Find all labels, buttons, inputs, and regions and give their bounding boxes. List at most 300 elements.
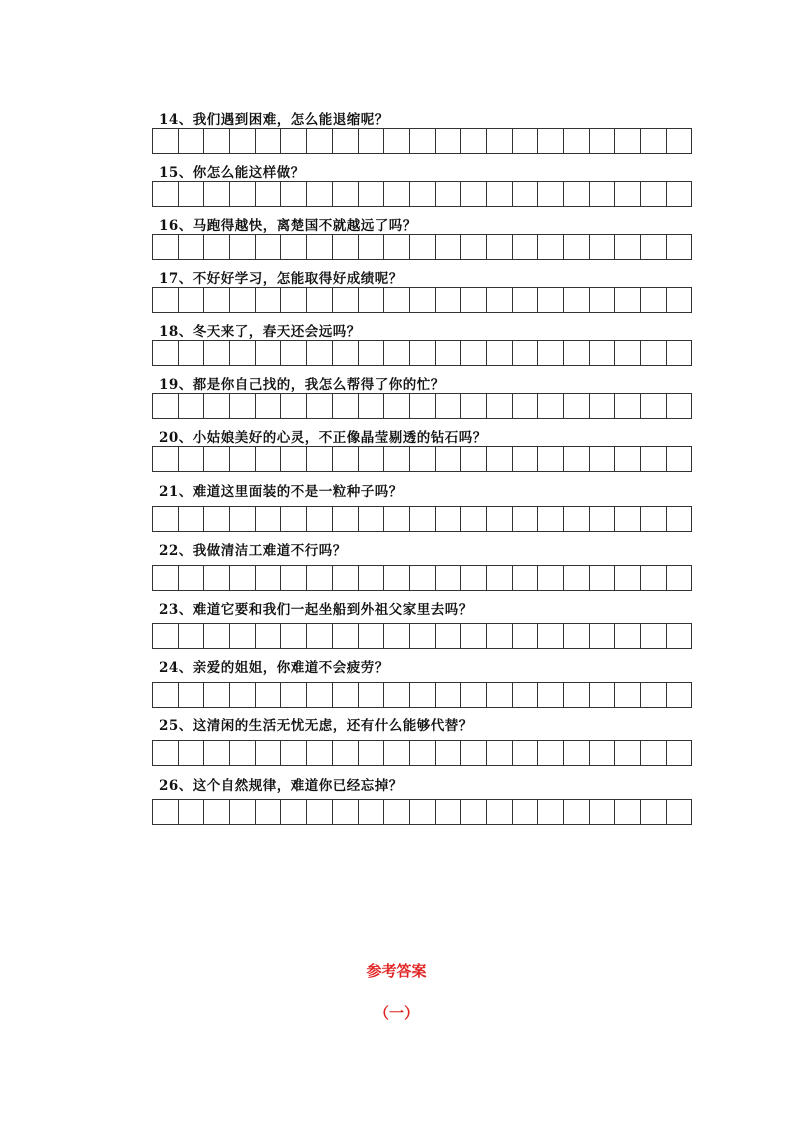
answer-cell[interactable] — [280, 340, 307, 366]
answer-cell[interactable] — [229, 128, 256, 154]
answer-cell[interactable] — [666, 682, 693, 708]
answer-grid — [152, 287, 691, 313]
answer-cell[interactable] — [409, 393, 436, 419]
answer-cell[interactable] — [486, 181, 513, 207]
answer-cell[interactable] — [280, 682, 307, 708]
answer-cell[interactable] — [512, 340, 539, 366]
answer-grid — [152, 799, 691, 825]
answer-cell[interactable] — [614, 799, 641, 825]
answer-cell[interactable] — [229, 393, 256, 419]
answer-cell[interactable] — [152, 128, 179, 154]
answer-cell[interactable] — [383, 340, 410, 366]
answer-cell[interactable] — [460, 393, 487, 419]
answer-cell[interactable] — [280, 740, 307, 766]
question-number: 24、 — [159, 660, 193, 676]
answer-cell[interactable] — [152, 393, 179, 419]
answer-cell[interactable] — [203, 506, 230, 532]
answer-cell[interactable] — [152, 506, 179, 532]
answer-cell[interactable] — [178, 234, 205, 260]
answer-cell[interactable] — [486, 340, 513, 366]
answer-cell[interactable] — [589, 446, 616, 472]
answer-cell[interactable] — [332, 799, 359, 825]
answer-cell[interactable] — [152, 623, 179, 649]
answer-cell[interactable] — [409, 799, 436, 825]
answer-cell[interactable] — [666, 623, 693, 649]
question-prompt — [159, 539, 347, 559]
answer-cell[interactable] — [178, 682, 205, 708]
answer-cell[interactable] — [589, 393, 616, 419]
answer-cell[interactable] — [306, 565, 333, 591]
answer-cell[interactable] — [280, 393, 307, 419]
answer-cell[interactable] — [589, 234, 616, 260]
answer-cell[interactable] — [409, 340, 436, 366]
answer-cell[interactable] — [486, 234, 513, 260]
answer-cell[interactable] — [306, 682, 333, 708]
question-number: 15、 — [159, 165, 193, 181]
answer-cell[interactable] — [332, 446, 359, 472]
answer-cell[interactable] — [589, 128, 616, 154]
answer-cell[interactable] — [589, 623, 616, 649]
answer-cell[interactable] — [435, 682, 462, 708]
answer-cell[interactable] — [383, 506, 410, 532]
answer-cell[interactable] — [203, 740, 230, 766]
answer-cell[interactable] — [537, 682, 564, 708]
answer-cell[interactable] — [563, 287, 590, 313]
answer-cell[interactable] — [306, 740, 333, 766]
question-prompt — [159, 161, 305, 181]
answer-cell[interactable] — [203, 393, 230, 419]
answer-cell[interactable] — [203, 181, 230, 207]
answer-cell[interactable] — [152, 446, 179, 472]
answer-cell[interactable] — [537, 128, 564, 154]
answer-cell[interactable] — [178, 181, 205, 207]
answer-cell[interactable] — [178, 623, 205, 649]
answer-cell[interactable] — [152, 340, 179, 366]
answer-cell[interactable] — [614, 446, 641, 472]
answer-cell[interactable] — [409, 128, 436, 154]
question-number: 19、 — [159, 377, 193, 393]
answer-cell[interactable] — [460, 623, 487, 649]
answer-cell[interactable] — [512, 393, 539, 419]
answer-cell[interactable] — [229, 623, 256, 649]
question-number: 17、 — [159, 271, 193, 287]
answer-cell[interactable] — [666, 340, 693, 366]
answer-cell[interactable] — [178, 565, 205, 591]
answer-cell[interactable] — [409, 287, 436, 313]
answer-cell[interactable] — [332, 340, 359, 366]
answer-cell[interactable] — [306, 128, 333, 154]
answer-cell[interactable] — [229, 799, 256, 825]
answer-cell[interactable] — [306, 340, 333, 366]
answer-cell[interactable] — [255, 506, 282, 532]
answer-cell[interactable] — [255, 799, 282, 825]
answer-cell[interactable] — [280, 446, 307, 472]
answer-cell[interactable] — [255, 623, 282, 649]
answer-cell[interactable] — [229, 682, 256, 708]
question-prompt — [159, 373, 445, 393]
answer-cell[interactable] — [435, 128, 462, 154]
answer-cell[interactable] — [435, 506, 462, 532]
answer-cell[interactable] — [563, 234, 590, 260]
answer-cell[interactable] — [255, 446, 282, 472]
answer-cell[interactable] — [589, 506, 616, 532]
answer-cell[interactable] — [460, 340, 487, 366]
question-prompt — [159, 214, 417, 234]
answer-cell[interactable] — [537, 565, 564, 591]
answer-cell[interactable] — [409, 740, 436, 766]
answer-cell[interactable] — [640, 623, 667, 649]
answer-cell[interactable] — [152, 565, 179, 591]
answer-cell[interactable] — [383, 740, 410, 766]
question-number: 16、 — [159, 218, 193, 234]
answer-cell[interactable] — [435, 623, 462, 649]
answer-cell[interactable] — [563, 740, 590, 766]
answer-cell[interactable] — [383, 623, 410, 649]
answer-cell[interactable] — [512, 181, 539, 207]
answer-cell[interactable] — [512, 234, 539, 260]
answer-cell[interactable] — [486, 740, 513, 766]
answer-cell[interactable] — [306, 799, 333, 825]
answer-cell[interactable] — [332, 565, 359, 591]
answer-cell[interactable] — [614, 234, 641, 260]
answer-cell[interactable] — [537, 506, 564, 532]
question-text: 不好好学习，怎能取得好成绩呢？ — [192, 271, 403, 287]
answer-cell[interactable] — [203, 128, 230, 154]
answer-cell[interactable] — [358, 565, 385, 591]
answer-cell[interactable] — [203, 565, 230, 591]
answer-cell[interactable] — [280, 799, 307, 825]
answer-cell[interactable] — [614, 128, 641, 154]
answer-cell[interactable] — [203, 682, 230, 708]
answer-cell[interactable] — [152, 181, 179, 207]
answer-cell[interactable] — [640, 181, 667, 207]
answer-cell[interactable] — [409, 181, 436, 207]
answer-cell[interactable] — [460, 234, 487, 260]
answer-cell[interactable] — [589, 340, 616, 366]
answer-cell[interactable] — [255, 740, 282, 766]
answer-cell[interactable] — [358, 234, 385, 260]
answer-cell[interactable] — [460, 128, 487, 154]
answer-cell[interactable] — [358, 181, 385, 207]
answer-cell[interactable] — [229, 287, 256, 313]
answer-cell[interactable] — [152, 740, 179, 766]
answer-cell[interactable] — [383, 128, 410, 154]
question-prompt — [159, 426, 487, 446]
answer-cell[interactable] — [512, 799, 539, 825]
answer-cell[interactable] — [563, 446, 590, 472]
answer-cell[interactable] — [306, 623, 333, 649]
answer-cell[interactable] — [640, 234, 667, 260]
answer-cell[interactable] — [614, 181, 641, 207]
answer-cell[interactable] — [409, 682, 436, 708]
answer-cell[interactable] — [486, 287, 513, 313]
answer-cell[interactable] — [537, 740, 564, 766]
answer-cell[interactable] — [435, 234, 462, 260]
answer-cell[interactable] — [512, 446, 539, 472]
answer-cell[interactable] — [332, 181, 359, 207]
answer-cell[interactable] — [537, 446, 564, 472]
answer-cell[interactable] — [229, 565, 256, 591]
answer-cell[interactable] — [563, 623, 590, 649]
answer-cell[interactable] — [435, 799, 462, 825]
answer-cell[interactable] — [306, 506, 333, 532]
answer-cell[interactable] — [537, 287, 564, 313]
answer-cell[interactable] — [563, 506, 590, 532]
answer-cell[interactable] — [229, 740, 256, 766]
answer-cell[interactable] — [512, 565, 539, 591]
answer-cell[interactable] — [383, 565, 410, 591]
answer-cell[interactable] — [332, 740, 359, 766]
answer-grid — [152, 623, 691, 649]
answer-cell[interactable] — [460, 287, 487, 313]
answer-cell[interactable] — [332, 623, 359, 649]
answer-cell[interactable] — [280, 506, 307, 532]
answer-cell[interactable] — [178, 393, 205, 419]
answer-cell[interactable] — [486, 623, 513, 649]
answer-cell[interactable] — [306, 234, 333, 260]
answer-cell[interactable] — [666, 181, 693, 207]
question-text: 难道这里面装的不是一粒种子吗？ — [192, 484, 403, 500]
answer-cell[interactable] — [409, 446, 436, 472]
answer-cell[interactable] — [178, 340, 205, 366]
answer-cell[interactable] — [512, 682, 539, 708]
answer-cell[interactable] — [383, 799, 410, 825]
answer-cell[interactable] — [460, 682, 487, 708]
answer-cell[interactable] — [306, 181, 333, 207]
answer-cell[interactable] — [640, 287, 667, 313]
answer-cell[interactable] — [332, 506, 359, 532]
answer-cell[interactable] — [589, 740, 616, 766]
answer-cell[interactable] — [358, 340, 385, 366]
answer-cell[interactable] — [666, 506, 693, 532]
question-number: 18、 — [159, 324, 193, 340]
answer-cell[interactable] — [255, 393, 282, 419]
answer-cell[interactable] — [563, 682, 590, 708]
answer-cell[interactable] — [383, 234, 410, 260]
answer-cell[interactable] — [486, 799, 513, 825]
answer-cell[interactable] — [358, 682, 385, 708]
answer-cell[interactable] — [640, 506, 667, 532]
answer-cell[interactable] — [640, 682, 667, 708]
answer-cell[interactable] — [666, 234, 693, 260]
answer-cell[interactable] — [358, 128, 385, 154]
answer-cell[interactable] — [280, 623, 307, 649]
answer-cell[interactable] — [640, 340, 667, 366]
answer-cell[interactable] — [229, 181, 256, 207]
answer-cell[interactable] — [280, 565, 307, 591]
answer-cell[interactable] — [178, 446, 205, 472]
answer-cell[interactable] — [255, 565, 282, 591]
answer-cell[interactable] — [460, 181, 487, 207]
answer-cell[interactable] — [152, 799, 179, 825]
answer-cell[interactable] — [486, 446, 513, 472]
answer-cell[interactable] — [666, 740, 693, 766]
answer-cell[interactable] — [280, 287, 307, 313]
answer-cell[interactable] — [537, 393, 564, 419]
answer-cell[interactable] — [614, 623, 641, 649]
answer-cell[interactable] — [332, 234, 359, 260]
answer-cell[interactable] — [306, 446, 333, 472]
answer-cell[interactable] — [203, 287, 230, 313]
answer-cell[interactable] — [203, 446, 230, 472]
answer-cell[interactable] — [255, 340, 282, 366]
answer-cell[interactable] — [383, 682, 410, 708]
answer-cell[interactable] — [435, 740, 462, 766]
answer-cell[interactable] — [229, 340, 256, 366]
answer-cell[interactable] — [486, 506, 513, 532]
answer-cell[interactable] — [486, 682, 513, 708]
answer-cell[interactable] — [409, 623, 436, 649]
answer-cell[interactable] — [537, 340, 564, 366]
answer-cell[interactable] — [435, 393, 462, 419]
answer-cell[interactable] — [203, 623, 230, 649]
answer-cell[interactable] — [614, 565, 641, 591]
answer-cell[interactable] — [666, 287, 693, 313]
answer-cell[interactable] — [589, 565, 616, 591]
answer-cell[interactable] — [152, 234, 179, 260]
answer-cell[interactable] — [358, 740, 385, 766]
answer-cell[interactable] — [460, 506, 487, 532]
answer-cell[interactable] — [358, 287, 385, 313]
answer-cell[interactable] — [358, 799, 385, 825]
answer-cell[interactable] — [280, 181, 307, 207]
answer-grid — [152, 393, 691, 419]
answer-cell[interactable] — [229, 234, 256, 260]
question-number: 25、 — [159, 718, 193, 734]
question-prompt — [159, 656, 389, 676]
answer-cell[interactable] — [614, 393, 641, 419]
answer-cell[interactable] — [255, 181, 282, 207]
answer-cell[interactable] — [435, 181, 462, 207]
answer-cell[interactable] — [460, 799, 487, 825]
answer-cell[interactable] — [563, 393, 590, 419]
answer-cell[interactable] — [614, 287, 641, 313]
answer-cell[interactable] — [358, 506, 385, 532]
answer-cell[interactable] — [512, 128, 539, 154]
answer-cell[interactable] — [383, 181, 410, 207]
answer-cell[interactable] — [203, 234, 230, 260]
answer-cell[interactable] — [640, 393, 667, 419]
answer-cell[interactable] — [537, 181, 564, 207]
answer-cell[interactable] — [409, 506, 436, 532]
answer-cell[interactable] — [563, 340, 590, 366]
answer-cell[interactable] — [512, 623, 539, 649]
answer-cell[interactable] — [666, 393, 693, 419]
answer-cell[interactable] — [640, 565, 667, 591]
answer-cell[interactable] — [383, 393, 410, 419]
answer-cell[interactable] — [332, 682, 359, 708]
answer-cell[interactable] — [486, 128, 513, 154]
question-text: 你怎么能这样做？ — [192, 165, 305, 181]
answer-cell[interactable] — [512, 287, 539, 313]
answer-cell[interactable] — [255, 128, 282, 154]
answer-cell[interactable] — [229, 446, 256, 472]
answer-cell[interactable] — [435, 340, 462, 366]
answer-cell[interactable] — [203, 799, 230, 825]
answer-cell[interactable] — [383, 287, 410, 313]
answer-cell[interactable] — [435, 287, 462, 313]
answer-cell[interactable] — [666, 565, 693, 591]
answer-cell[interactable] — [666, 799, 693, 825]
answer-cell[interactable] — [255, 234, 282, 260]
answer-cell[interactable] — [280, 234, 307, 260]
answer-cell[interactable] — [409, 234, 436, 260]
answer-cell[interactable] — [563, 181, 590, 207]
answer-cell[interactable] — [589, 181, 616, 207]
answer-cell[interactable] — [358, 446, 385, 472]
answer-cell[interactable] — [537, 799, 564, 825]
answer-cell[interactable] — [537, 234, 564, 260]
answer-cell[interactable] — [178, 799, 205, 825]
answer-cell[interactable] — [486, 393, 513, 419]
answer-cell[interactable] — [358, 623, 385, 649]
answer-cell[interactable] — [383, 446, 410, 472]
answer-cell[interactable] — [563, 565, 590, 591]
answer-cell[interactable] — [152, 682, 179, 708]
answer-cell[interactable] — [435, 446, 462, 472]
answer-cell[interactable] — [640, 446, 667, 472]
answer-cell[interactable] — [460, 446, 487, 472]
answer-cell[interactable] — [178, 287, 205, 313]
answer-grid — [152, 565, 691, 591]
answer-cell[interactable] — [280, 128, 307, 154]
answer-cell[interactable] — [460, 565, 487, 591]
answer-cell[interactable] — [332, 393, 359, 419]
question-text: 小姑娘美好的心灵，不正像晶莹剔透的钻石吗？ — [192, 430, 487, 446]
answer-cell[interactable] — [512, 506, 539, 532]
answer-cell[interactable] — [229, 506, 256, 532]
answer-cell[interactable] — [614, 506, 641, 532]
answer-cell[interactable] — [666, 446, 693, 472]
answer-cell[interactable] — [589, 287, 616, 313]
answer-cell[interactable] — [640, 799, 667, 825]
answer-cell[interactable] — [640, 128, 667, 154]
answer-cell[interactable] — [409, 565, 436, 591]
question-number: 23、 — [159, 602, 193, 618]
answer-cell[interactable] — [640, 740, 667, 766]
answer-cell[interactable] — [306, 393, 333, 419]
answer-cell[interactable] — [614, 740, 641, 766]
answer-section-subtitle: （一） — [373, 1004, 419, 1022]
question-number: 26、 — [159, 778, 193, 794]
answer-cell[interactable] — [152, 287, 179, 313]
answer-cell[interactable] — [255, 682, 282, 708]
answer-cell[interactable] — [255, 287, 282, 313]
answer-cell[interactable] — [563, 799, 590, 825]
answer-cell[interactable] — [537, 623, 564, 649]
answer-cell[interactable] — [563, 128, 590, 154]
answer-cell[interactable] — [178, 506, 205, 532]
answer-cell[interactable] — [332, 287, 359, 313]
question-text: 我做清洁工难道不行吗？ — [192, 543, 347, 559]
answer-cell[interactable] — [486, 565, 513, 591]
answer-cell[interactable] — [589, 799, 616, 825]
answer-cell[interactable] — [512, 740, 539, 766]
question-number: 22、 — [159, 543, 193, 559]
answer-cell[interactable] — [589, 682, 616, 708]
answer-cell[interactable] — [203, 340, 230, 366]
answer-cell[interactable] — [460, 740, 487, 766]
answer-cell[interactable] — [178, 128, 205, 154]
answer-cell[interactable] — [306, 287, 333, 313]
answer-cell[interactable] — [614, 682, 641, 708]
answer-cell[interactable] — [614, 340, 641, 366]
answer-cell[interactable] — [435, 565, 462, 591]
answer-cell[interactable] — [358, 393, 385, 419]
answer-cell[interactable] — [178, 740, 205, 766]
answer-cell[interactable] — [332, 128, 359, 154]
answer-cell[interactable] — [666, 128, 693, 154]
